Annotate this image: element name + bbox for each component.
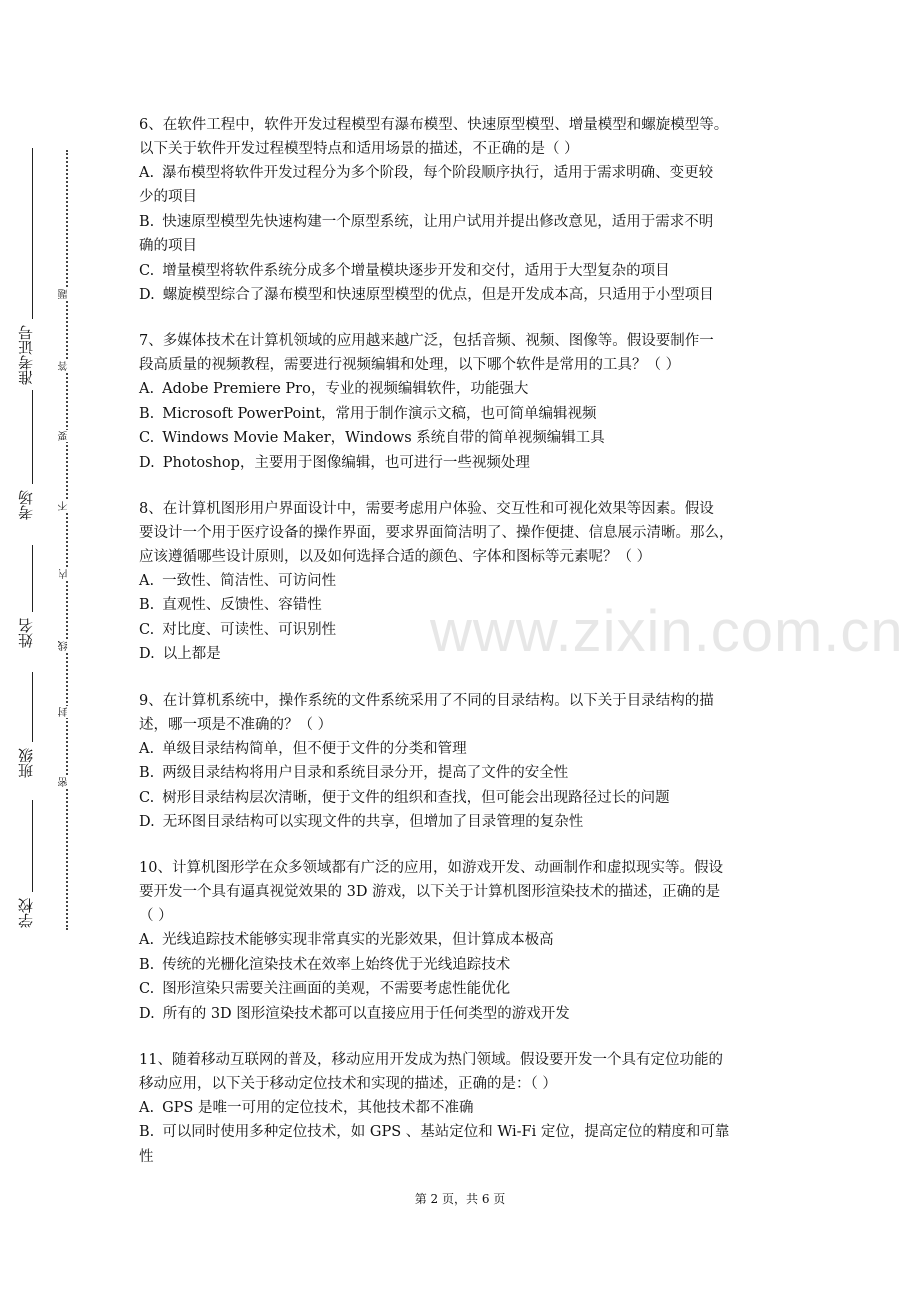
option-letter: A.	[139, 573, 155, 590]
option-line	[139, 377, 789, 401]
option-text: 少的项目	[139, 189, 197, 206]
question-stem-line: 应该遵循哪些设计原则，以及如何选择合适的颜色、字体和图标等元素呢？（ ）	[139, 549, 652, 566]
option-letter: C.	[139, 621, 155, 638]
option-line	[139, 761, 789, 785]
option-line	[139, 1096, 789, 1120]
option-letter: B.	[139, 956, 155, 973]
option-text: 所有的 3D 图形渲染技术都可以直接应用于任何类型的游戏开发	[162, 1005, 570, 1022]
option-text: Microsoft PowerPoint，常用于制作演示文稿，也可简单编辑视频	[162, 405, 597, 422]
question-stem-line: 6、在软件工程中，软件开发过程模型有瀑布模型、快速原型模型、增量模型和螺旋模型等。	[139, 117, 729, 133]
question-11	[139, 1048, 789, 1169]
binding-field-label: 姓名	[17, 618, 35, 648]
option-text: 光线追踪技术能够实现非常真实的光影效果，但计算成本极高	[162, 932, 554, 949]
option-text: 确的项目	[139, 238, 197, 255]
option-line	[139, 259, 789, 283]
binding-field-label: 学校	[17, 898, 35, 928]
seal-char: 答	[59, 361, 70, 371]
seal-char: 内	[59, 569, 70, 579]
option-text: 性	[139, 1148, 154, 1165]
seal-dotted-line	[66, 150, 68, 930]
option-line	[139, 928, 789, 952]
option-line	[139, 977, 789, 1001]
option-letter: C.	[139, 262, 155, 279]
seal-char: 密	[59, 777, 70, 787]
option-line	[139, 283, 789, 307]
question-stem-line: 8、在计算机图形用户界面设计中，需要考虑用户体验、交互性和可视化效果等因素。假设	[139, 501, 714, 518]
question-stem-line: 7、多媒体技术在计算机领域的应用越来越广泛，包括音频、视频、图像等。假设要制作一	[139, 333, 714, 350]
option-letter: A.	[139, 165, 155, 181]
option-text: 以上都是	[162, 646, 221, 663]
option-letter: A.	[139, 740, 155, 757]
option-letter: B.	[139, 405, 155, 422]
option-line	[139, 1002, 789, 1026]
option-letter: B.	[139, 1124, 155, 1141]
question-9	[139, 689, 789, 835]
option-line	[139, 402, 789, 426]
option-line	[139, 1145, 789, 1169]
option-text: 增量模型将软件系统分成多个增量模块逐步开发和交付，适用于大型复杂的项目	[162, 262, 670, 279]
question-stem-line: 述，哪一项是不准确的？（ ）	[139, 716, 333, 733]
option-line	[139, 569, 789, 593]
option-text: 螺旋模型综合了瀑布模型和快速原型模型的优点，但是开发成本高，只适用于小型项目	[162, 287, 714, 304]
option-letter: A.	[139, 1099, 155, 1116]
seal-char: 封	[59, 707, 70, 717]
binding-field-label: 准考证号	[17, 325, 35, 385]
option-letter: D.	[139, 287, 155, 304]
option-text: 直观性、反馈性、容错性	[162, 597, 322, 614]
binding-field-label: 考场	[17, 490, 35, 520]
question-stem-line: 段高质量的视频教程，需要进行视频编辑和处理，以下哪个软件是常用的工具？（ ）	[139, 357, 681, 374]
binding-fill-line	[32, 545, 33, 612]
question-stem-line: 要设计一个用于医疗设备的操作界面，要求界面简洁明了、操作便捷、信息展示清晰。那么，	[139, 525, 734, 542]
option-letter: B.	[139, 765, 155, 782]
seal-char: 线	[59, 641, 70, 651]
option-text: 一致性、简洁性、可访问性	[162, 573, 337, 590]
option-text: 两级目录结构将用户目录和系统目录分开，提高了文件的安全性	[162, 765, 569, 782]
option-text: Photoshop，主要用于图像编辑，也可进行一些视频处理	[162, 454, 530, 471]
question-6	[139, 113, 789, 307]
option-text: Adobe Premiere Pro，专业的视频编辑软件，功能强大	[162, 381, 529, 398]
option-line	[139, 1120, 789, 1144]
option-text: 图形渲染只需要关注画面的美观，不需要考虑性能优化	[162, 981, 511, 998]
option-text: GPS 是唯一可用的定位技术，其他技术都不准确	[162, 1099, 474, 1116]
option-text: 对比度、可读性、可识别性	[162, 621, 337, 638]
binding-fill-line	[32, 390, 33, 484]
seal-char: 题	[59, 289, 70, 299]
option-letter: C.	[139, 789, 155, 806]
question-stem-line: 11、随着移动互联网的普及，移动应用开发成为热门领域。假设要开发一个具有定位功能的	[139, 1051, 723, 1068]
option-letter: D.	[139, 454, 155, 471]
option-text: 单级目录结构简单，但不便于文件的分类和管理	[162, 740, 467, 757]
option-letter: D.	[139, 813, 155, 830]
option-letter: B.	[139, 213, 155, 230]
watermark: www.zixin.com.cn	[430, 599, 904, 664]
option-letter: A.	[139, 381, 155, 398]
question-stem-line: 9、在计算机系统中，操作系统的文件系统采用了不同的目录结构。以下关于目录结构的描	[139, 692, 714, 709]
question-stem-line: 10、计算机图形学在众多领域都有广泛的应用，如游戏开发、动画制作和虚拟现实等。假设	[139, 860, 723, 877]
option-letter: D.	[139, 1005, 155, 1022]
option-text: 可以同时使用多种定位技术，如 GPS 、基站定位和 Wi-Fi 定位，提高定位的精度和可靠	[162, 1124, 730, 1141]
option-text: 树形目录结构层次清晰，便于文件的组织和查找，但可能会出现路径过长的问题	[162, 789, 670, 806]
seal-char: 不	[59, 501, 70, 511]
option-text: Windows Movie Maker，Windows 系统自带的简单视频编辑工具	[162, 430, 605, 447]
question-7	[139, 329, 789, 475]
option-letter: B.	[139, 597, 155, 614]
question-stem-line: （ ）	[139, 908, 173, 925]
question-stem-line: 要开发一个具有逼真视觉效果的 3D 游戏，以下关于计算机图形渲染技术的描述，正确的是	[139, 884, 721, 901]
page-footer: 第 2 页，共 6 页	[414, 1192, 506, 1206]
binding-field-label: 班级	[17, 748, 35, 778]
seal-char: 要	[59, 431, 70, 441]
option-line	[139, 786, 789, 810]
option-letter: C.	[139, 430, 155, 447]
question-stem-line: 以下关于软件开发过程模型特点和适用场景的描述，不正确的是（ ）	[139, 141, 579, 157]
option-line	[139, 451, 789, 475]
option-line	[139, 810, 789, 834]
question-10	[139, 856, 789, 1026]
option-line	[139, 234, 789, 258]
option-line	[139, 426, 789, 450]
option-letter: C.	[139, 981, 155, 998]
binding-fill-line	[32, 672, 33, 742]
option-line	[139, 953, 789, 977]
option-text: 快速原型模型先快速构建一个原型系统，让用户试用并提出修改意见，适用于需求不明	[162, 213, 714, 230]
question-stem-line: 移动应用，以下关于移动定位技术和实现的描述，正确的是：（ ）	[139, 1075, 557, 1092]
binding-margin	[0, 0, 110, 1302]
option-letter: D.	[139, 646, 155, 663]
binding-fill-line	[32, 800, 33, 892]
option-line	[139, 161, 789, 185]
option-line	[139, 210, 789, 234]
option-line	[139, 185, 789, 209]
option-line	[139, 737, 789, 761]
option-text: 无环图目录结构可以实现文件的共享，但增加了目录管理的复杂性	[162, 813, 584, 830]
option-text: 瀑布模型将软件开发过程分为多个阶段，每个阶段顺序执行，适用于需求明确、变更较	[162, 165, 714, 181]
option-letter: A.	[139, 932, 155, 949]
option-text: 传统的光栅化渲染技术在效率上始终优于光线追踪技术	[162, 956, 511, 973]
binding-fill-line	[32, 148, 33, 319]
